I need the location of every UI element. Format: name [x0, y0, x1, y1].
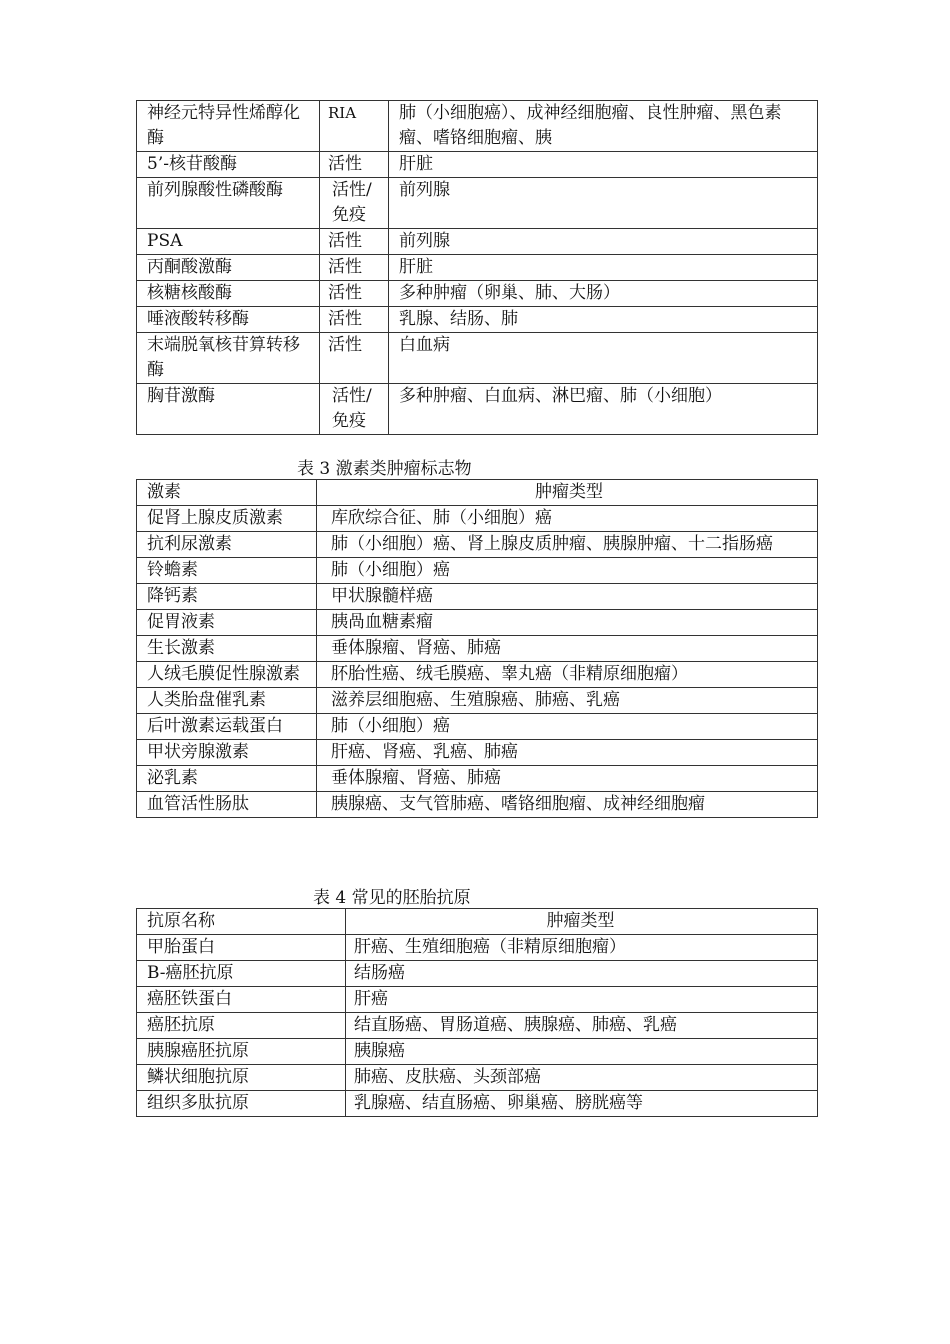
table-row [137, 1091, 818, 1117]
table-row [137, 558, 818, 584]
tumor-type: 前列腺 [389, 178, 818, 229]
table-row [137, 152, 818, 178]
column-header-tumor-type: 肿瘤类型 [317, 480, 818, 506]
hormone-name: 甲状旁腺激素 [137, 740, 317, 766]
table-row [137, 1065, 818, 1091]
table-row [137, 532, 818, 558]
column-header-antigen: 抗原名称 [137, 909, 346, 935]
table-row [137, 1039, 818, 1065]
table-row [137, 740, 818, 766]
tumor-type: 库欣综合征、肺（小细胞）癌 [317, 506, 818, 532]
table-row [137, 307, 818, 333]
table-row [137, 101, 818, 152]
detection-method: RIA [320, 101, 389, 152]
hormone-name: 生长激素 [137, 636, 317, 662]
tumor-type: 结肠癌 [346, 961, 818, 987]
tumor-type: 滋养层细胞癌、生殖腺癌、肺癌、乳癌 [317, 688, 818, 714]
hormone-name: 促肾上腺皮质激素 [137, 506, 317, 532]
table-row [137, 384, 818, 435]
hormone-name: 人类胎盘催乳素 [137, 688, 317, 714]
table-row [137, 610, 818, 636]
tumor-type: 乳腺、结肠、肺 [389, 307, 818, 333]
hormone-name: 泌乳素 [137, 766, 317, 792]
table4-caption: 表 4 常见的胚胎抗原 [313, 888, 471, 908]
hormone-name: 降钙素 [137, 584, 317, 610]
table-row [137, 333, 818, 384]
tumor-type: 结直肠癌、胃肠道癌、胰腺癌、肺癌、乳癌 [346, 1013, 818, 1039]
detection-method: 活性 [320, 333, 389, 384]
antigen-name: B-癌胚抗原 [137, 961, 346, 987]
antigen-name: 癌胚抗原 [137, 1013, 346, 1039]
tumor-type: 胰咼血糖素瘤 [317, 610, 818, 636]
table-row [137, 987, 818, 1013]
tumor-type: 胰腺癌 [346, 1039, 818, 1065]
antigen-name: 鳞状细胞抗原 [137, 1065, 346, 1091]
tumor-type: 肝脏 [389, 152, 818, 178]
tumor-type: 多种肿瘤、白血病、淋巴瘤、肺（小细胞） [389, 384, 818, 435]
detection-method: 活性 [320, 152, 389, 178]
tumor-type: 肺癌、皮肤癌、头颈部癌 [346, 1065, 818, 1091]
marker-name: 神经元特异性烯醇化酶 [137, 101, 320, 152]
table-row [137, 281, 818, 307]
table3-caption: 表 3 激素类肿瘤标志物 [297, 459, 472, 479]
marker-name: 丙酮酸激酶 [137, 255, 320, 281]
tumor-type: 垂体腺瘤、肾癌、肺癌 [317, 766, 818, 792]
tumor-type: 肝癌 [346, 987, 818, 1013]
table-row [137, 714, 818, 740]
tumor-type: 肝脏 [389, 255, 818, 281]
antigen-name: 胰腺癌胚抗原 [137, 1039, 346, 1065]
tumor-type: 肺（小细胞）癌 [317, 714, 818, 740]
column-header-hormone: 激素 [137, 480, 317, 506]
detection-method: 活性 [320, 229, 389, 255]
embryonic-antigen-table [136, 908, 818, 1117]
table-row [137, 255, 818, 281]
antigen-name: 甲胎蛋白 [137, 935, 346, 961]
tumor-type: 肺（小细胞）癌 [317, 558, 818, 584]
hormone-name: 血管活性肠肽 [137, 792, 317, 818]
hormone-name: 铃蟾素 [137, 558, 317, 584]
table-row [137, 688, 818, 714]
antigen-name: 癌胚铁蛋白 [137, 987, 346, 1013]
tumor-type: 甲状腺髓样癌 [317, 584, 818, 610]
hormone-name: 后叶激素运载蛋白 [137, 714, 317, 740]
marker-name: 末端脱氧核苷算转移酶 [137, 333, 320, 384]
table-row [137, 506, 818, 532]
tumor-type: 垂体腺瘤、肾癌、肺癌 [317, 636, 818, 662]
tumor-type: 前列腺 [389, 229, 818, 255]
antigen-name: 组织多肽抗原 [137, 1091, 346, 1117]
table-row [137, 636, 818, 662]
marker-name: 核糖核酸酶 [137, 281, 320, 307]
tumor-type: 多种肿瘤（卵巢、肺、大肠） [389, 281, 818, 307]
marker-name: 前列腺酸性磷酸酶 [137, 178, 320, 229]
table-row [137, 178, 818, 229]
marker-name: PSA [137, 229, 320, 255]
detection-method: 活性/免疫 [320, 178, 389, 229]
table-row [137, 792, 818, 818]
detection-method: 活性/免疫 [320, 384, 389, 435]
table-header-row [137, 909, 818, 935]
marker-name: 5’-核苷酸酶 [137, 152, 320, 178]
tumor-type: 肺（小细胞癌）、成神经细胞瘤、良性肿瘤、黑色素瘤、嗜铬细胞瘤、胰 [389, 101, 818, 152]
column-header-tumor-type: 肿瘤类型 [346, 909, 818, 935]
tumor-type: 肝癌、肾癌、乳癌、肺癌 [317, 740, 818, 766]
tumor-type: 白血病 [389, 333, 818, 384]
table-row [137, 1013, 818, 1039]
tumor-type: 肧胎性癌、绒毛膜癌、睾丸癌（非精原细胞瘤） [317, 662, 818, 688]
tumor-type: 肝癌、生殖细胞癌（非精原细胞瘤） [346, 935, 818, 961]
table-row [137, 766, 818, 792]
hormone-name: 抗利尿激素 [137, 532, 317, 558]
table-row [137, 229, 818, 255]
table-row [137, 662, 818, 688]
tumor-type: 乳腺癌、结直肠癌、卵巢癌、膀胱癌等 [346, 1091, 818, 1117]
hormone-name: 人绒毛膜促性腺激素 [137, 662, 317, 688]
detection-method: 活性 [320, 307, 389, 333]
table-header-row [137, 480, 818, 506]
table-row [137, 584, 818, 610]
marker-name: 胸苷激酶 [137, 384, 320, 435]
hormone-name: 促胃液素 [137, 610, 317, 636]
detection-method: 活性 [320, 281, 389, 307]
enzyme-marker-table [136, 100, 818, 435]
table-row [137, 961, 818, 987]
hormone-marker-table [136, 479, 818, 818]
table-row [137, 935, 818, 961]
tumor-type: 胰腺癌、支气管肺癌、嗜铬细胞瘤、成神经细胞瘤 [317, 792, 818, 818]
marker-name: 唾液酸转移酶 [137, 307, 320, 333]
detection-method: 活性 [320, 255, 389, 281]
tumor-type: 肺（小细胞）癌、肾上腺皮质肿瘤、胰腺肿瘤、十二指肠癌 [317, 532, 818, 558]
